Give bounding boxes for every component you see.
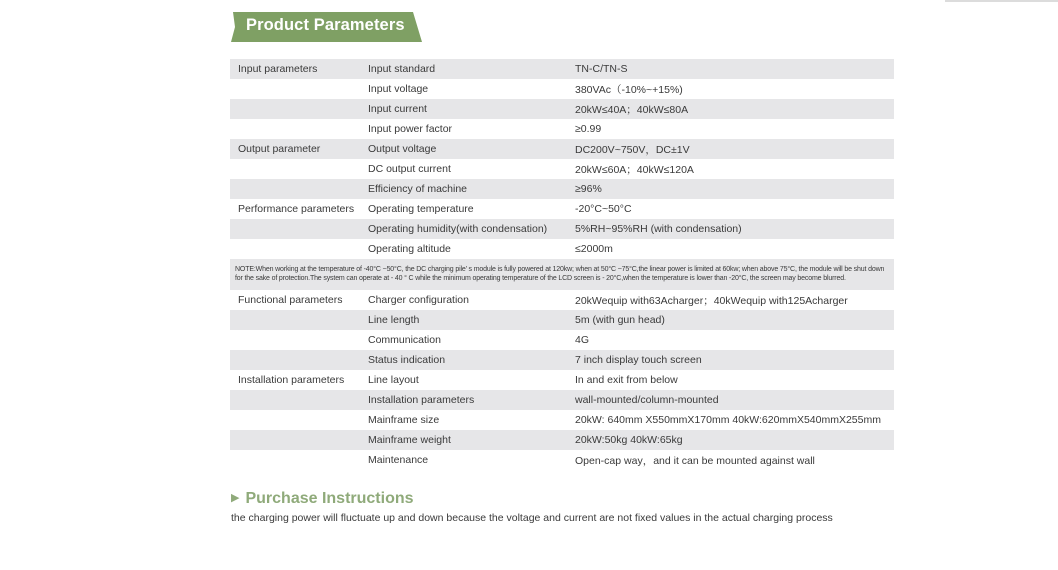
category-cell [230, 99, 368, 119]
table-row [230, 179, 894, 199]
parameter-cell: Efficiency of machine [368, 179, 575, 199]
category-cell [230, 390, 368, 410]
parameter-cell: Charger configuration [368, 294, 469, 306]
table-row [230, 450, 894, 470]
parameter-cell: Operating altitude [368, 243, 451, 255]
page-title: Product Parameters [246, 16, 405, 34]
value-cell: wall-mounted/column-mounted [575, 390, 894, 410]
table-row [230, 219, 894, 239]
category-cell: Performance parameters [238, 203, 355, 215]
table-row [230, 199, 894, 219]
value-cell: ≥96% [575, 179, 894, 199]
category-cell [230, 119, 368, 139]
parameter-cell: Input standard [368, 59, 575, 79]
triangle-right-icon: ▶ [231, 492, 240, 504]
value-cell: 5m (with gun head) [575, 310, 894, 330]
table-row [230, 350, 894, 370]
purchase-instructions-text: the charging power will fluctuate up and down because the voltage and current are not fixed values in the actual charging process [231, 512, 833, 524]
table-row [230, 159, 894, 179]
table-row [230, 119, 894, 139]
category-cell [230, 350, 368, 370]
category-cell: Input parameters [230, 59, 368, 79]
parameter-cell: Input voltage [368, 83, 429, 95]
parameter-cell: Output voltage [368, 139, 575, 159]
parameter-cell: Installation parameters [368, 390, 575, 410]
value-cell: 4G [575, 334, 590, 346]
parameter-cell: Operating temperature [368, 203, 474, 215]
table-row [230, 79, 894, 99]
category-cell [230, 219, 368, 239]
table-row [230, 59, 894, 79]
table-note-row [230, 259, 894, 290]
category-cell: Installation parameters [238, 374, 345, 386]
category-cell [230, 410, 368, 430]
parameter-cell: Status indication [368, 350, 575, 370]
value-cell: 5%RH~95%RH (with condensation) [575, 219, 894, 239]
category-cell [230, 310, 368, 330]
value-cell: 20kW≤40A；40kW≤80A [575, 99, 894, 119]
value-cell: TN-C/TN-S [575, 59, 894, 79]
value-cell: ≥0.99 [575, 123, 602, 135]
category-cell [230, 239, 368, 259]
value-cell: 20kWequip with63Acharger；40kWequip with125Acharger [575, 294, 848, 307]
parameter-cell: Mainframe size [368, 414, 440, 426]
table-row [230, 139, 894, 159]
parameter-cell: Mainframe weight [368, 430, 575, 450]
table-row [230, 410, 894, 430]
parameter-cell: Maintenance [368, 454, 429, 466]
category-cell: Functional parameters [238, 294, 343, 306]
parameter-cell: Line length [368, 310, 575, 330]
parameter-cell: Line layout [368, 374, 419, 386]
value-cell: 20kW:50kg 40kW:65kg [575, 430, 894, 450]
category-cell [230, 330, 368, 350]
value-cell: DC200V~750V，DC±1V [575, 139, 894, 159]
parameter-cell: Operating humidity(with condensation) [368, 219, 575, 239]
value-cell: 20kW≤60A；40kW≤120A [575, 163, 694, 176]
value-cell: 20kW: 640mm X550mmX170mm 40kW:620mmX540mmX255mm [575, 414, 881, 426]
purchase-instructions-heading [231, 490, 414, 508]
table-row [230, 99, 894, 119]
category-cell [230, 430, 368, 450]
table-row [230, 370, 894, 390]
table-row [230, 310, 894, 330]
category-cell [230, 179, 368, 199]
value-cell: 380VAc（-10%~+15%) [575, 83, 683, 96]
value-cell: 7 inch display touch screen [575, 350, 894, 370]
category-cell: Output parameter [230, 139, 368, 159]
note-cell: NOTE:When working at the temperature of -40°C ~50°C, the DC charging pile’ s module is fully powered at 120kw; when at 50°C ~75°C,the linear power is limited at 60kw; when above 75°C, the module will be shut down for the sake of protection.The system can operate at - 40 ° C while the minimum operating temperature of the LCD screen is - 20°C,when the temperature is lower than -20°C, the screen may become blurred. [230, 259, 894, 290]
table-row [230, 330, 894, 350]
value-cell: In and exit from below [575, 374, 678, 386]
category-cell [230, 450, 368, 470]
value-cell: ≤2000m [575, 243, 613, 255]
parameters-table [230, 59, 894, 470]
value-cell: Open-cap way，and it can be mounted against wall [575, 454, 815, 467]
parameter-cell: Input power factor [368, 123, 453, 135]
category-cell [230, 159, 368, 179]
value-cell: -20°C~50°C [575, 203, 632, 215]
parameter-cell: Communication [368, 334, 441, 346]
table-row [230, 390, 894, 410]
top-divider-line [945, 0, 1058, 2]
table-row [230, 430, 894, 450]
section-banner [231, 11, 423, 43]
table-row [230, 239, 894, 259]
purchase-instructions-title: Purchase Instructions [245, 490, 414, 507]
category-cell [230, 79, 368, 99]
parameter-cell: DC output current [368, 163, 451, 175]
table-row [230, 290, 894, 310]
parameter-cell: Input current [368, 99, 575, 119]
